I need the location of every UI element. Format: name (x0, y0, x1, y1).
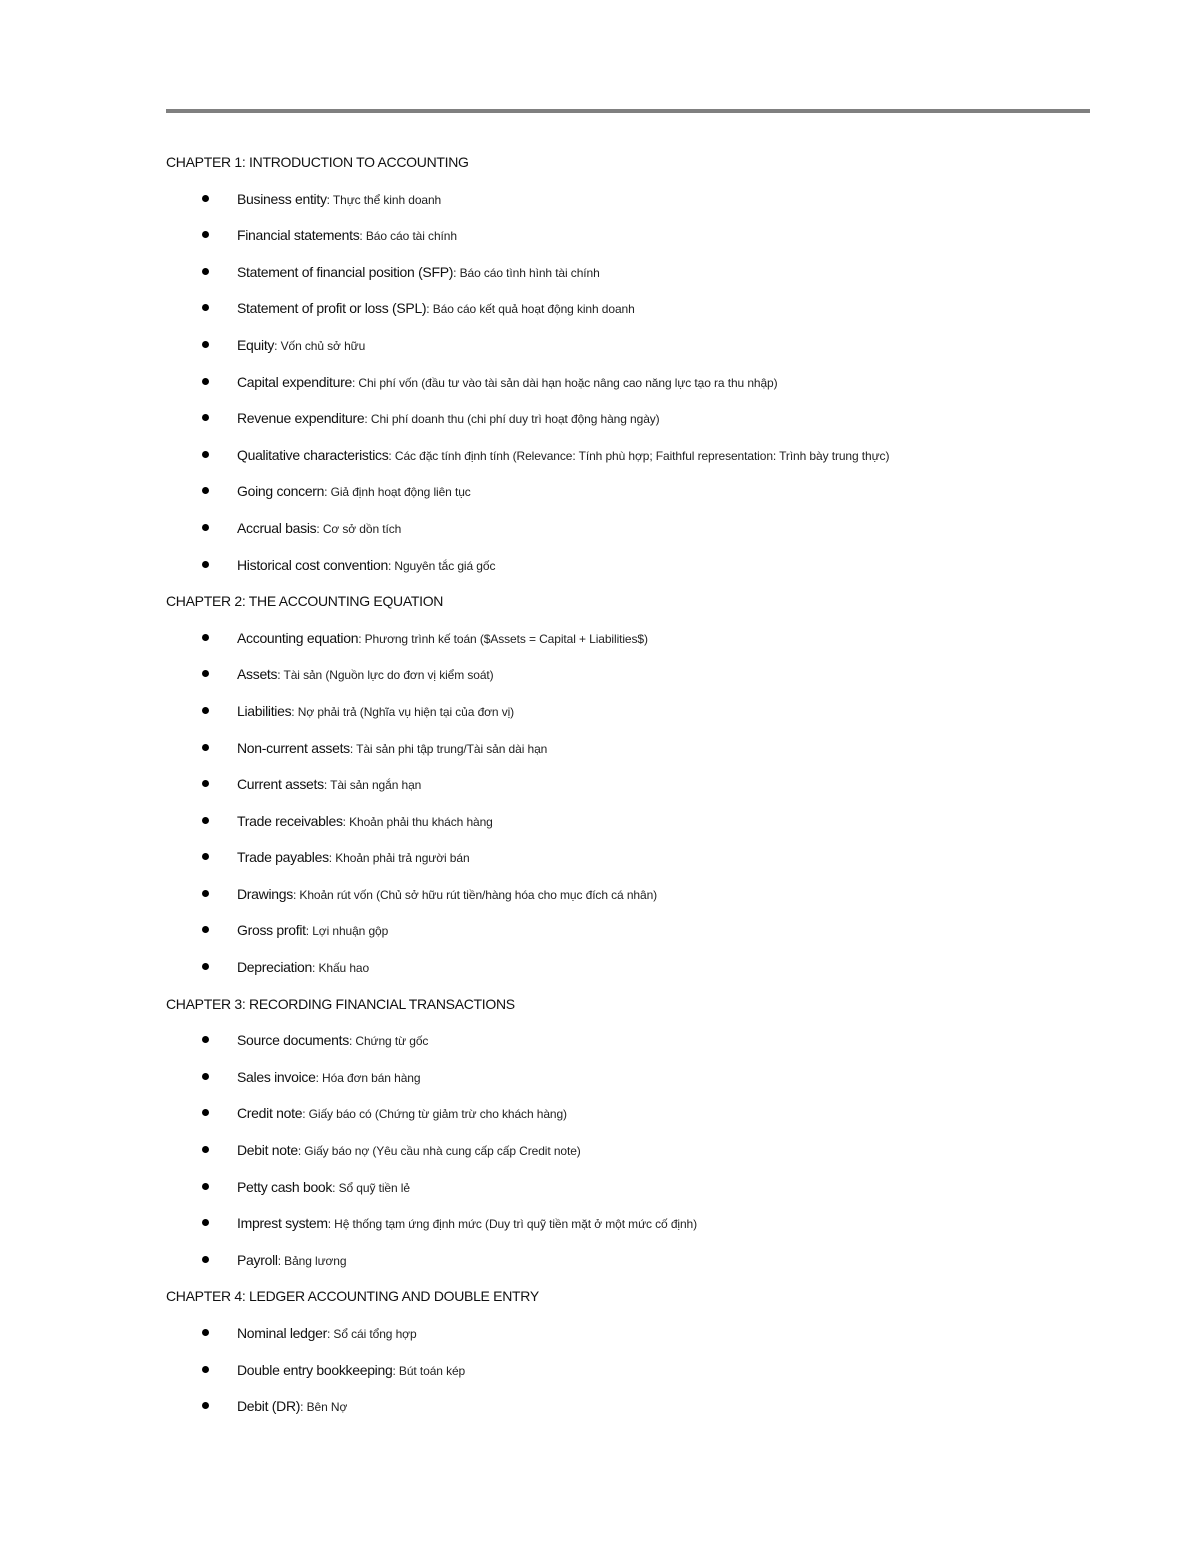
list-item (166, 262, 1090, 282)
bullet-icon (202, 304, 209, 311)
list-item (166, 920, 1090, 940)
list-item (166, 1140, 1090, 1160)
term-english: Credit note (237, 1105, 303, 1122)
list-item (166, 1213, 1090, 1233)
bullet-icon (202, 744, 209, 751)
bullet-icon (202, 487, 209, 494)
term-list (166, 1030, 1090, 1270)
bullet-icon (202, 1109, 209, 1116)
term-vietnamese: : Giấy báo có (Chứng từ giảm trừ cho khách hàng) (302, 1107, 567, 1122)
list-item (166, 1177, 1090, 1197)
term-english: Statement of profit or loss (SPL) (237, 300, 427, 317)
list-item (166, 335, 1090, 355)
list-item (166, 1360, 1090, 1380)
bullet-icon (202, 1219, 209, 1226)
term-vietnamese: : Báo cáo tài chính (359, 229, 457, 244)
list-item (166, 701, 1090, 721)
bullet-icon (202, 926, 209, 933)
chapter-heading: CHAPTER 4: LEDGER ACCOUNTING AND DOUBLE ENTRY (166, 1288, 539, 1305)
list-item (166, 225, 1090, 245)
term-english: Financial statements (237, 227, 360, 244)
bullet-icon (202, 890, 209, 897)
list-item (166, 555, 1090, 575)
term-english: Historical cost convention (237, 556, 388, 573)
chapter-section (166, 1286, 1090, 1416)
bullet-icon (202, 1073, 209, 1080)
term-english: Equity (237, 336, 275, 353)
term-list (166, 1323, 1090, 1416)
term-english: Business entity (237, 190, 327, 207)
chapter-section (166, 994, 1090, 1270)
bullet-icon (202, 231, 209, 238)
term-vietnamese: : Hóa đơn bán hàng (315, 1070, 421, 1085)
bullet-icon (202, 817, 209, 824)
term-vietnamese: : Khấu hao (312, 961, 370, 976)
term-vietnamese: : Tài sản phi tập trung/Tài sản dài hạn (349, 741, 548, 756)
glossary-content (166, 152, 1090, 1433)
bullet-icon (202, 853, 209, 860)
term-english: Non-current assets (237, 739, 350, 756)
term-english: Capital expenditure (237, 373, 352, 390)
chapter-section (166, 152, 1090, 575)
term-english: Qualitative characteristics (237, 446, 389, 463)
list-item (166, 298, 1090, 318)
term-english: Revenue expenditure (237, 410, 365, 427)
list-item (166, 445, 1090, 465)
term-vietnamese: : Sổ cái tổng hợp (326, 1327, 417, 1341)
term-english: Current assets (237, 776, 324, 793)
chapter-heading: CHAPTER 3: RECORDING FINANCIAL TRANSACTIONS (166, 995, 515, 1012)
list-item (166, 1067, 1090, 1087)
list-item (166, 372, 1090, 392)
term-vietnamese: : Phương trình kế toán ($Assets = Capital + Liabilities$) (358, 631, 648, 646)
term-english: Depreciation (237, 959, 312, 976)
list-item (166, 1323, 1090, 1343)
term-vietnamese: : Báo cáo kết quả hoạt động kinh doanh (426, 302, 635, 317)
term-english: Accrual basis (237, 519, 317, 536)
term-english: Trade payables (237, 849, 329, 866)
term-english: Drawings (237, 885, 293, 902)
term-english: Source documents (237, 1032, 349, 1049)
term-english: Trade receivables (237, 812, 343, 829)
list-item (166, 774, 1090, 794)
bullet-icon (202, 1366, 209, 1373)
term-vietnamese: : Khoản rút vốn (Chủ sở hữu rút tiền/hàng hóa cho mục đích cá nhân) (292, 887, 658, 902)
list-item (166, 811, 1090, 831)
term-english: Gross profit (237, 922, 306, 939)
term-vietnamese: : Bút toán kép (392, 1363, 466, 1378)
bullet-icon (202, 268, 209, 275)
term-vietnamese: : Chi phí vốn (đầu tư vào tài sản dài hạn hoặc nâng cao năng lực tạo ra thu nhập) (351, 375, 778, 390)
term-english: Nominal ledger (237, 1325, 327, 1341)
bullet-icon (202, 524, 209, 531)
list-item (166, 738, 1090, 758)
term-vietnamese: : Giả định hoạt động liên tục (324, 485, 471, 500)
header-rule (166, 109, 1090, 113)
list-item (166, 628, 1090, 648)
list-item (166, 1103, 1090, 1123)
bullet-icon (202, 670, 209, 677)
bullet-icon (202, 1183, 209, 1190)
bullet-icon (202, 634, 209, 641)
term-english: Imprest system (237, 1215, 328, 1232)
bullet-icon (202, 414, 209, 421)
term-english: Liabilities (237, 702, 292, 719)
bullet-icon (202, 378, 209, 385)
term-vietnamese: : Bảng lương (277, 1253, 347, 1268)
term-english: Debit note (237, 1142, 298, 1159)
term-vietnamese: : Bên Nợ (300, 1400, 348, 1415)
bullet-icon (202, 1036, 209, 1043)
term-vietnamese: : Khoản phải thu khách hàng (342, 814, 493, 829)
term-vietnamese: : Thực thể kinh doanh (326, 192, 442, 207)
list-item (166, 957, 1090, 977)
bullet-icon (202, 195, 209, 202)
term-vietnamese: : Lợi nhuận gộp (305, 924, 389, 939)
term-vietnamese: : Nguyên tắc giá gốc (387, 558, 496, 573)
term-list (166, 189, 1090, 575)
list-item (166, 884, 1090, 904)
term-vietnamese: : Tài sản ngắn hạn (323, 778, 422, 793)
bullet-icon (202, 780, 209, 787)
bullet-icon (202, 707, 209, 714)
term-vietnamese: : Các đặc tính định tính (Relevance: Tính phù hợp; Faithful representation: Trình bày trung thực) (388, 448, 890, 463)
term-vietnamese: : Chứng từ gốc (348, 1034, 429, 1049)
bullet-icon (202, 561, 209, 568)
term-english: Accounting equation (237, 629, 359, 646)
chapter-heading: CHAPTER 2: THE ACCOUNTING EQUATION (166, 593, 444, 610)
chapter-section (166, 591, 1090, 977)
term-english: Debit (DR) (237, 1398, 301, 1415)
term-vietnamese: : Chi phí doanh thu (chi phí duy trì hoạt động hàng ngày) (364, 412, 660, 427)
list-item (166, 847, 1090, 867)
term-english: Going concern (237, 483, 325, 500)
bullet-icon (202, 1329, 209, 1336)
term-english: Sales invoice (237, 1068, 316, 1085)
term-vietnamese: : Báo cáo tình hình tài chính (453, 265, 600, 280)
bullet-icon (202, 1256, 209, 1263)
term-vietnamese: : Vốn chủ sở hữu (274, 338, 366, 353)
list-item (166, 1250, 1090, 1270)
term-vietnamese: : Sổ quỹ tiền lẻ (332, 1180, 410, 1195)
term-english: Double entry bookkeeping (237, 1361, 393, 1378)
list-item (166, 518, 1090, 538)
chapter-heading: CHAPTER 1: INTRODUCTION TO ACCOUNTING (166, 154, 469, 170)
bullet-icon (202, 1146, 209, 1153)
bullet-icon (202, 341, 209, 348)
term-vietnamese: : Tài sản (Nguồn lực do đơn vị kiểm soát) (277, 668, 494, 683)
list-item (166, 481, 1090, 501)
bullet-icon (202, 963, 209, 970)
list-item (166, 1030, 1090, 1050)
term-vietnamese: : Khoản phải trả người bán (328, 851, 470, 866)
term-list (166, 628, 1090, 977)
bullet-icon (202, 451, 209, 458)
term-english: Assets (237, 666, 278, 683)
list-item (166, 1396, 1090, 1416)
term-vietnamese: : Hệ thống tạm ứng định mức (Duy trì quỹ tiền mặt ở một mức cố định) (327, 1217, 698, 1232)
list-item (166, 664, 1090, 684)
list-item (166, 189, 1090, 209)
term-english: Payroll (237, 1251, 278, 1268)
term-english: Statement of financial position (SFP) (237, 263, 454, 280)
list-item (166, 408, 1090, 428)
term-vietnamese: : Giấy báo nợ (Yêu cầu nhà cung cấp cấp Credit note) (297, 1144, 581, 1159)
bullet-icon (202, 1402, 209, 1409)
term-english: Petty cash book (237, 1178, 333, 1195)
term-vietnamese: : Cơ sở dồn tích (316, 521, 402, 536)
term-vietnamese: : Nợ phải trả (Nghĩa vụ hiện tại của đơn vị) (291, 704, 515, 719)
